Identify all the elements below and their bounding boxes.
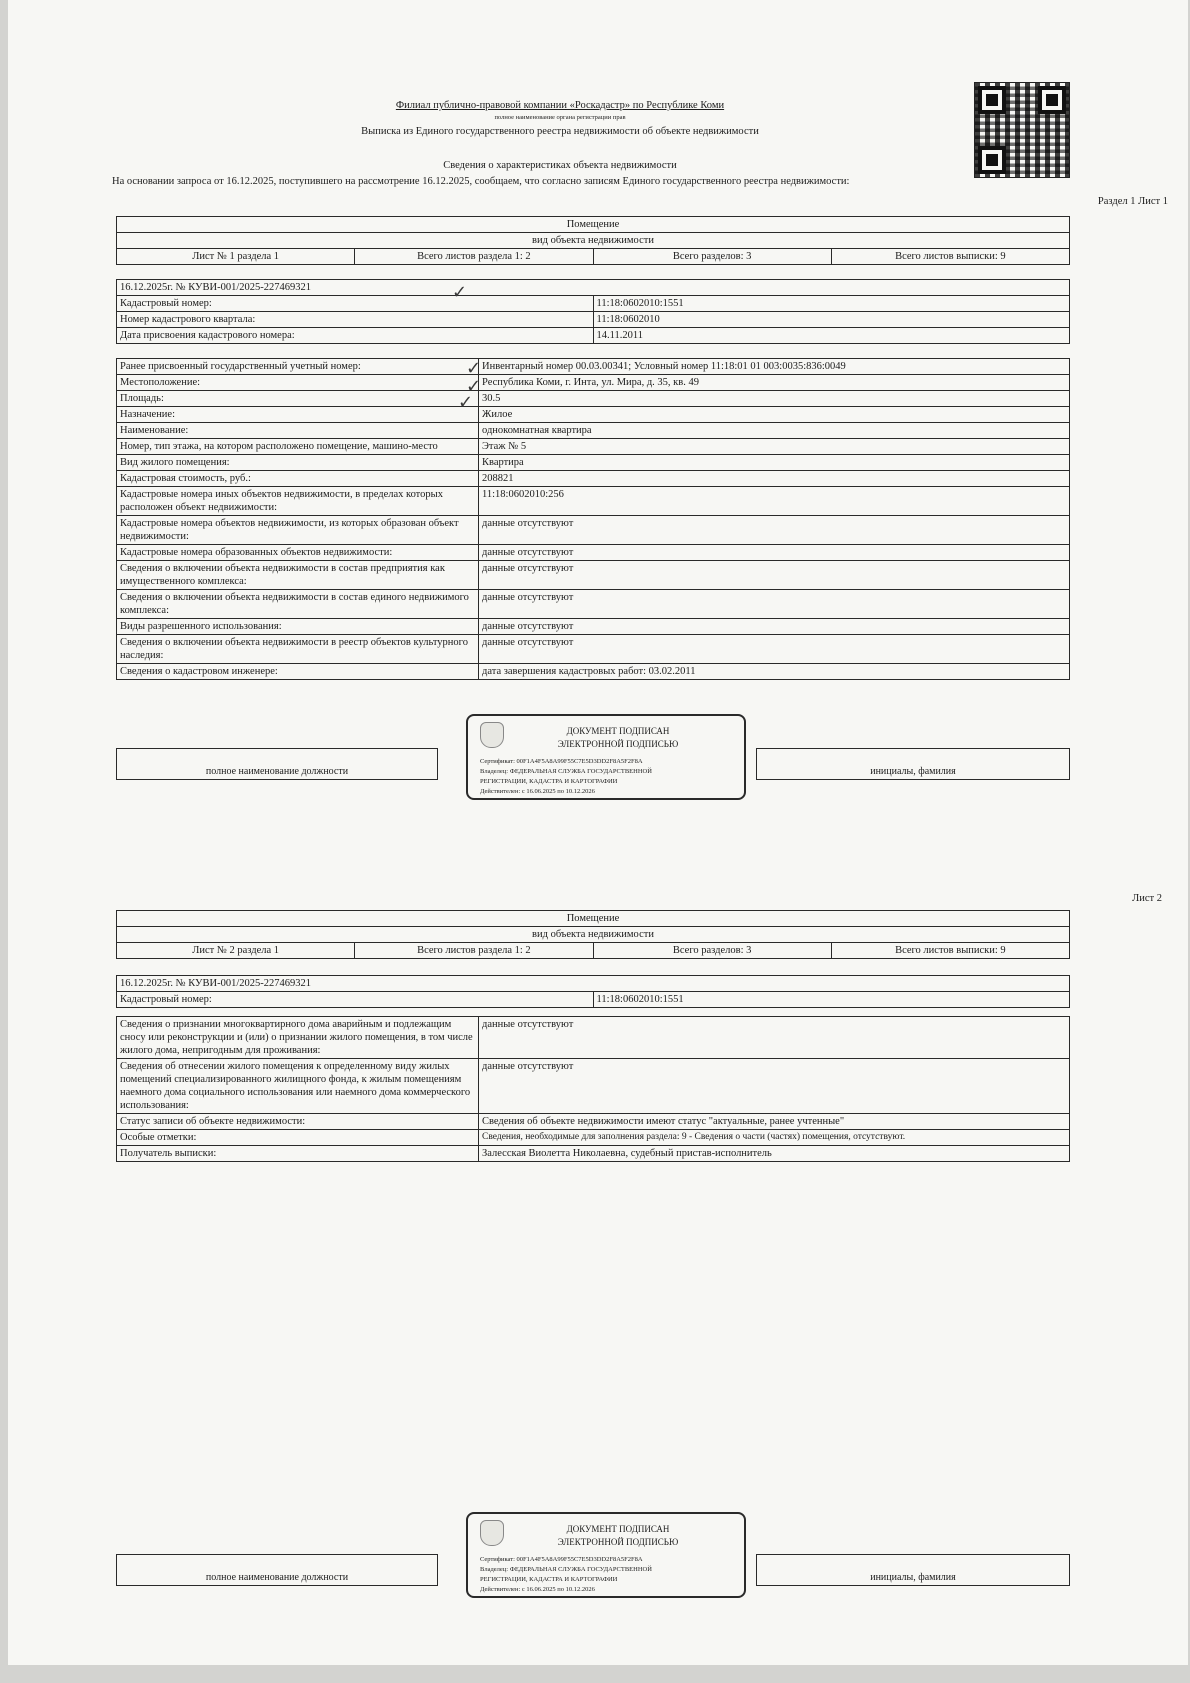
table-row <box>117 1059 1070 1114</box>
table-row <box>117 391 1070 407</box>
table-row <box>117 328 1070 344</box>
row-label: Сведения о включении объекта недвижимости в состав предприятия как имущественного комплекса: <box>117 561 479 590</box>
table-row <box>117 487 1070 516</box>
row-label: Назначение: <box>117 407 479 423</box>
row-label: Кадастровые номера иных объектов недвижимости, в пределах которых расположен объект недвижимости: <box>117 487 479 516</box>
row-label: Наименование: <box>117 423 479 439</box>
row-value: Квартира <box>479 455 1070 471</box>
table-row <box>117 423 1070 439</box>
row-value: Этаж № 5 <box>479 439 1070 455</box>
row-label: Вид жилого помещения: <box>117 455 479 471</box>
table-row <box>117 375 1070 391</box>
position-caption: полное наименование должности <box>205 766 349 777</box>
row-value: Залесская Виолетта Николаевна, судебный пристав-исполнитель <box>479 1146 1070 1162</box>
sheet2-reference: Лист 2 <box>1132 893 1162 904</box>
extract-sheets-total: Всего листов выписки: 9 <box>831 249 1069 265</box>
row-value: однокомнатная квартира <box>479 423 1070 439</box>
stamp-subtitle: ЭЛЕКТРОННОЙ ПОДПИСЬЮ <box>557 739 679 749</box>
check-mark-icon: ✓ <box>466 358 482 379</box>
row-value: данные отсутствуют <box>479 590 1070 619</box>
sheet1-id-table <box>116 279 1070 344</box>
table-row <box>117 545 1070 561</box>
position-field <box>116 1554 438 1586</box>
row-value: данные отсутствуют <box>479 635 1070 664</box>
electronic-signature-stamp <box>466 714 746 800</box>
extract-sheets-total: Всего листов выписки: 9 <box>831 943 1069 959</box>
row-value: данные отсутствуют <box>479 561 1070 590</box>
electronic-signature-stamp <box>466 1512 746 1598</box>
table-row <box>117 471 1070 487</box>
table-row <box>117 619 1070 635</box>
sheet1-header-table <box>116 216 1070 265</box>
row-value: дата завершения кадастровых работ: 03.02.2011 <box>479 664 1070 680</box>
initials-caption: инициалы, фамилия <box>870 766 956 777</box>
row-label: Кадастровая стоимость, руб.: <box>117 471 479 487</box>
stamp-title: ДОКУМЕНТ ПОДПИСАН <box>566 726 670 736</box>
stamp-owner: Владелец: ФЕДЕРАЛЬНАЯ СЛУЖБА ГОСУДАРСТВЕННОЙ <box>480 1566 652 1573</box>
row-label: Кадастровый номер: <box>117 296 594 312</box>
row-value: 11:18:0602010:256 <box>479 487 1070 516</box>
check-mark-icon: ✓ <box>452 282 468 303</box>
row-label: Номер, тип этажа, на котором расположено помещение, машино-место <box>117 439 479 455</box>
object-type: Помещение <box>117 217 1070 233</box>
position-caption: полное наименование должности <box>205 1572 349 1583</box>
section-sheets-total: Всего листов раздела 1: 2 <box>355 249 593 265</box>
row-label: Сведения о признании многоквартирного дома аварийным и подлежащим сносу или реконструкции и (или) о признании жилого помещения, в том числе жилого дома, непригодным для проживания: <box>117 1017 479 1059</box>
table-row <box>117 455 1070 471</box>
initials-caption: инициалы, фамилия <box>870 1572 956 1583</box>
table-row <box>117 407 1070 423</box>
row-label: Дата присвоения кадастрового номера: <box>117 328 594 344</box>
row-label: Сведения о включении объекта недвижимости в реестр объектов культурного наследия: <box>117 635 479 664</box>
stamp-owner: Владелец: ФЕДЕРАЛЬНАЯ СЛУЖБА ГОСУДАРСТВЕННОЙ <box>480 768 652 775</box>
check-mark-icon: ✓ <box>466 376 482 397</box>
row-label: Виды разрешенного использования: <box>117 619 479 635</box>
sheet2-id-table <box>116 975 1070 1008</box>
stamp-owner-cont: РЕГИСТРАЦИИ, КАДАСТРА И КАРТОГРАФИИ <box>480 1576 618 1583</box>
document-subtitle: Сведения о характеристиках объекта недвижимости <box>443 160 677 171</box>
table-row <box>117 590 1070 619</box>
initials-field <box>756 1554 1070 1586</box>
table-row <box>117 664 1070 680</box>
sheet-number: Лист № 1 раздела 1 <box>117 249 355 265</box>
table-row <box>117 296 1070 312</box>
row-label: Сведения о включении объекта недвижимости в состав единого недвижимого комплекса: <box>117 590 479 619</box>
table-row <box>117 1146 1070 1162</box>
basis-statement: На основании запроса от 16.12.2025, поступившего на рассмотрение 16.12.2025, сообщаем, что согласно записям Единого государственного реестра недвижимости: <box>112 176 850 187</box>
document-title: Выписка из Единого государственного реестра недвижимости об объекте недвижимости <box>361 126 759 137</box>
stamp-owner-cont: РЕГИСТРАЦИИ, КАДАСТРА И КАРТОГРАФИИ <box>480 778 618 785</box>
row-value: данные отсутствуют <box>479 545 1070 561</box>
row-value: данные отсутствуют <box>479 1059 1070 1114</box>
row-value: данные отсутствуют <box>479 619 1070 635</box>
table-row <box>117 1114 1070 1130</box>
row-label: Ранее присвоенный государственный учетный номер: <box>117 359 479 375</box>
object-type-caption: вид объекта недвижимости <box>117 233 1070 249</box>
check-mark-icon: ✓ <box>458 392 474 413</box>
table-row <box>117 1130 1070 1146</box>
section-sheets-total: Всего листов раздела 1: 2 <box>355 943 593 959</box>
organization-caption: полное наименование органа регистрации прав <box>494 114 626 121</box>
request-reference: 16.12.2025г. № КУВИ-001/2025-227469321 <box>117 280 1070 296</box>
position-field <box>116 748 438 780</box>
row-label: Кадастровые номера образованных объектов недвижимости: <box>117 545 479 561</box>
row-label: Площадь: <box>117 391 479 407</box>
table-row <box>117 1017 1070 1059</box>
stamp-certificate: Сертификат: 00F1A4F5A8A99F55C7E5D3DD2F8A5F2F8A <box>480 758 643 765</box>
sheet1-characteristics-table <box>116 358 1070 680</box>
initials-field <box>756 748 1070 780</box>
row-label: Кадастровый номер: <box>117 992 594 1008</box>
emblem-icon <box>480 1520 504 1546</box>
row-value: данные отсутствуют <box>479 1017 1070 1059</box>
row-value: Сведения, необходимые для заполнения раздела: 9 - Сведения о части (частях) помещения, отсутствуют. <box>479 1130 1070 1146</box>
row-value: Инвентарный номер 00.03.00341; Условный номер 11:18:01 01 003:0035:836:0049 <box>479 359 1070 375</box>
stamp-validity: Действителен: с 16.06.2025 по 10.12.2026 <box>480 1586 595 1593</box>
row-label: Местоположение: <box>117 375 479 391</box>
row-label: Номер кадастрового квартала: <box>117 312 594 328</box>
emblem-icon <box>480 722 504 748</box>
stamp-certificate: Сертификат: 00F1A4F5A8A99F55C7E5D3DD2F8A5F2F8A <box>480 1556 643 1563</box>
row-value: 11:18:0602010 <box>593 312 1070 328</box>
row-value: 11:18:0602010:1551 <box>593 992 1070 1008</box>
row-value: 30.5 <box>479 391 1070 407</box>
stamp-validity: Действителен: с 16.06.2025 по 10.12.2026 <box>480 788 595 795</box>
sheet2-status-table <box>116 1016 1070 1162</box>
sheet2-header-table <box>116 910 1070 959</box>
sections-total: Всего разделов: 3 <box>593 943 831 959</box>
sheet-number: Лист № 2 раздела 1 <box>117 943 355 959</box>
row-value: 11:18:0602010:1551 <box>593 296 1070 312</box>
row-label: Кадастровые номера объектов недвижимости, из которых образован объект недвижимости: <box>117 516 479 545</box>
row-value: 14.11.2011 <box>593 328 1070 344</box>
row-label: Статус записи об объекте недвижимости: <box>117 1114 479 1130</box>
row-value: данные отсутствуют <box>479 516 1070 545</box>
stamp-title: ДОКУМЕНТ ПОДПИСАН <box>566 1524 670 1534</box>
row-label: Получатель выписки: <box>117 1146 479 1162</box>
section-reference: Раздел 1 Лист 1 <box>1097 196 1168 207</box>
row-value: 208821 <box>479 471 1070 487</box>
row-value: Сведения об объекте недвижимости имеют статус "актуальные, ранее учтенные" <box>479 1114 1070 1130</box>
row-value: Жилое <box>479 407 1070 423</box>
row-value: Республика Коми, г. Инта, ул. Мира, д. 35, кв. 49 <box>479 375 1070 391</box>
row-label: Сведения о кадастровом инженере: <box>117 664 479 680</box>
table-row <box>117 561 1070 590</box>
table-row <box>117 635 1070 664</box>
table-row <box>117 516 1070 545</box>
request-reference: 16.12.2025г. № КУВИ-001/2025-227469321 <box>117 976 1070 992</box>
object-type: Помещение <box>117 911 1070 927</box>
table-row <box>117 312 1070 328</box>
qr-code-icon <box>974 82 1070 178</box>
organization-name: Филиал публично-правовой компании «Роскадастр» по Республике Коми <box>395 100 725 111</box>
row-label: Сведения об отнесении жилого помещения к определенному виду жилых помещений специализированного жилищного фонда, к жилым помещениям наемного дома социального использования или наемного дома коммерческого использования: <box>117 1059 479 1114</box>
table-row <box>117 992 1070 1008</box>
table-row <box>117 359 1070 375</box>
sections-total: Всего разделов: 3 <box>593 249 831 265</box>
stamp-subtitle: ЭЛЕКТРОННОЙ ПОДПИСЬЮ <box>557 1537 679 1547</box>
table-row <box>117 439 1070 455</box>
row-label: Особые отметки: <box>117 1130 479 1146</box>
object-type-caption: вид объекта недвижимости <box>117 927 1070 943</box>
